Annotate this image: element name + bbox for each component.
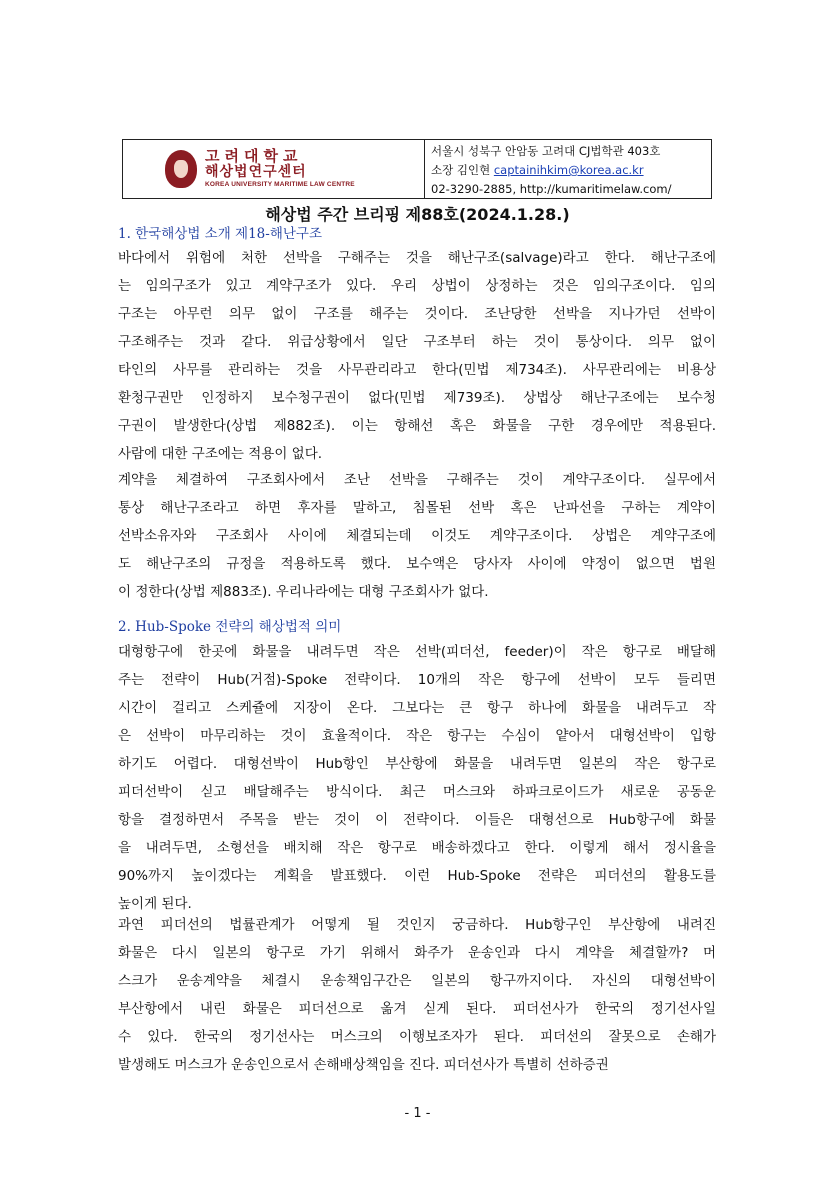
text-line: 사람에 대한 구조에는 적용이 없다. — [118, 446, 323, 462]
text-line: 발생해도 머스크가 운송인으로서 손해배상책임을 진다. 피더선사가 특별히 선하증권 — [118, 1057, 609, 1073]
logo-english: KOREA UNIVERSITY MARITIME LAW CENTRE — [205, 180, 355, 188]
text-line: 타인의 사무를 관리하는 것을 사무관리라고 한다(민법 제734조). 사무관리에는 비용상 — [118, 362, 716, 378]
paragraph — [118, 466, 716, 606]
email-link[interactable]: captainihkim@korea.ac.kr — [493, 163, 644, 177]
text-line: 바다에서 위험에 처한 선박을 구해주는 것을 해난구조(salvage)라고 한다. 해난구조에 — [118, 250, 716, 266]
director-label: 소장 김인현 — [431, 163, 491, 177]
text-line: 환청구권만 인정하지 보수청구권이 없다(민법 제739조). 상법상 해난구조에는 보수청 — [118, 390, 716, 406]
text-line: 도 해난구조의 규정을 적용하도록 했다. 보수액은 당사자 사이에 약정이 없으면 법원 — [118, 556, 716, 572]
paragraph — [118, 244, 716, 468]
text-line: 을 내려두면, 소형선을 배치해 작은 항구로 배송하겠다고 한다. 이렇게 해서 정시율을 — [118, 840, 716, 856]
text-line: 높이게 된다. — [118, 896, 192, 912]
text-line: 구권이 발생한다(상법 제882조). 이는 항해선 혹은 화물을 구한 경우에만 적용된다. — [118, 418, 716, 434]
paragraph — [118, 638, 716, 918]
logo-cell — [123, 140, 425, 198]
logo-center: 해상법연구센터 — [205, 164, 307, 181]
text-line: 시간이 걸리고 스케쥴에 지장이 온다. 그보다는 큰 항구 하나에 화물을 내려두고 작 — [118, 700, 716, 716]
director-line — [431, 161, 711, 180]
text-line: 90%까지 높이겠다는 계획을 발표했다. 이런 Hub-Spoke 전략은 피더선의 활용도를 — [118, 868, 716, 884]
text-line: 항을 결정하면서 주목을 받는 것이 이 전략이다. 이들은 대형선으로 Hub항구에 화물 — [118, 812, 716, 828]
text-line: 주는 전략이 Hub(거점)-Spoke 전략이다. 10개의 작은 항구에 선박이 모두 들리면 — [118, 672, 716, 688]
page-number: - 1 - — [404, 1106, 431, 1121]
text-line: 화물은 다시 일본의 항구로 가기 위해서 화주가 운송인과 다시 계약을 체결할까? 머 — [118, 945, 716, 961]
document-title: 해상법 주간 브리핑 제88호(2024.1.28.) — [265, 205, 570, 224]
text-line: 스크가 운송계약을 체결시 운송책임구간은 일본의 항구까지이다. 자신의 대형선박이 — [118, 973, 716, 989]
text-line: 계약을 체결하여 구조회사에서 조난 선박을 구해주는 것이 계약구조이다. 실무에서 — [118, 472, 716, 488]
address: 서울시 성북구 안암동 고려대 CJ법학관 403호 — [431, 144, 661, 158]
text-line: 과연 피더선의 법률관계가 어떻게 될 것인지 궁금하다. Hub항구인 부산항에 내려진 — [118, 917, 716, 933]
text-line: 선박소유자와 구조회사 사이에 체결되는데 이것도 계약구조이다. 상법은 계약구조에 — [118, 528, 716, 544]
text-line: 부산항에서 내린 화물은 피더선으로 옮겨 싣게 된다. 피더선사가 한국의 정기선사일 — [118, 1001, 716, 1017]
phone-website[interactable]: 02-3290-2885, http://kumaritimelaw.com/ — [431, 182, 672, 196]
text-line: 수 있다. 한국의 정기선사는 머스크의 이행보조자가 된다. 피더선의 잘못으로 손해가 — [118, 1029, 716, 1045]
logo-university: 고려대학교 — [205, 147, 303, 166]
contact-info — [425, 140, 711, 198]
text-line: 구조해주는 것과 같다. 위급상황에서 일단 구조부터 하는 것이 통상이다. 의무 없이 — [118, 334, 716, 350]
section-heading: 2. Hub-Spoke 전략의 해상법적 의미 — [118, 619, 342, 635]
text-line: 통상 해난구조라고 하면 후자를 말하고, 침몰된 선박 혹은 난파선을 구하는 계약이 — [118, 500, 716, 516]
paragraph — [118, 911, 716, 1079]
text-line: 은 선박이 마무리하는 것이 효율적이다. 작은 항구는 수심이 얕아서 대형선박이 입항 — [118, 728, 716, 744]
text-line: 하기도 어렵다. 대형선박이 Hub항인 부산항에 화물을 내려두면 일본의 작은 항구로 — [118, 756, 716, 772]
letterhead-table — [122, 139, 712, 199]
logo — [205, 149, 355, 188]
text-line: 는 임의구조가 있고 계약구조가 있다. 우리 상법이 상정하는 것은 임의구조이다. 임의 — [118, 278, 716, 294]
text-line: 구조는 아무런 의무 없이 구조를 해주는 것이다. 조난당한 선박을 지나가던 선박이 — [118, 306, 716, 322]
university-seal-icon — [165, 150, 197, 188]
section-heading: 1. 한국해상법 소개 제18-해난구조 — [118, 226, 322, 242]
text-line: 이 정한다(상법 제883조). 우리나라에는 대형 구조회사가 없다. — [118, 584, 489, 600]
text-line: 대형항구에 한곳에 화물을 내려두면 작은 선박(피더선, feeder)이 작은 항구로 배달해 — [118, 644, 716, 660]
text-line: 피더선박이 싣고 배달해주는 방식이다. 최근 머스크와 하파크로이드가 새로운 공동운 — [118, 784, 716, 800]
